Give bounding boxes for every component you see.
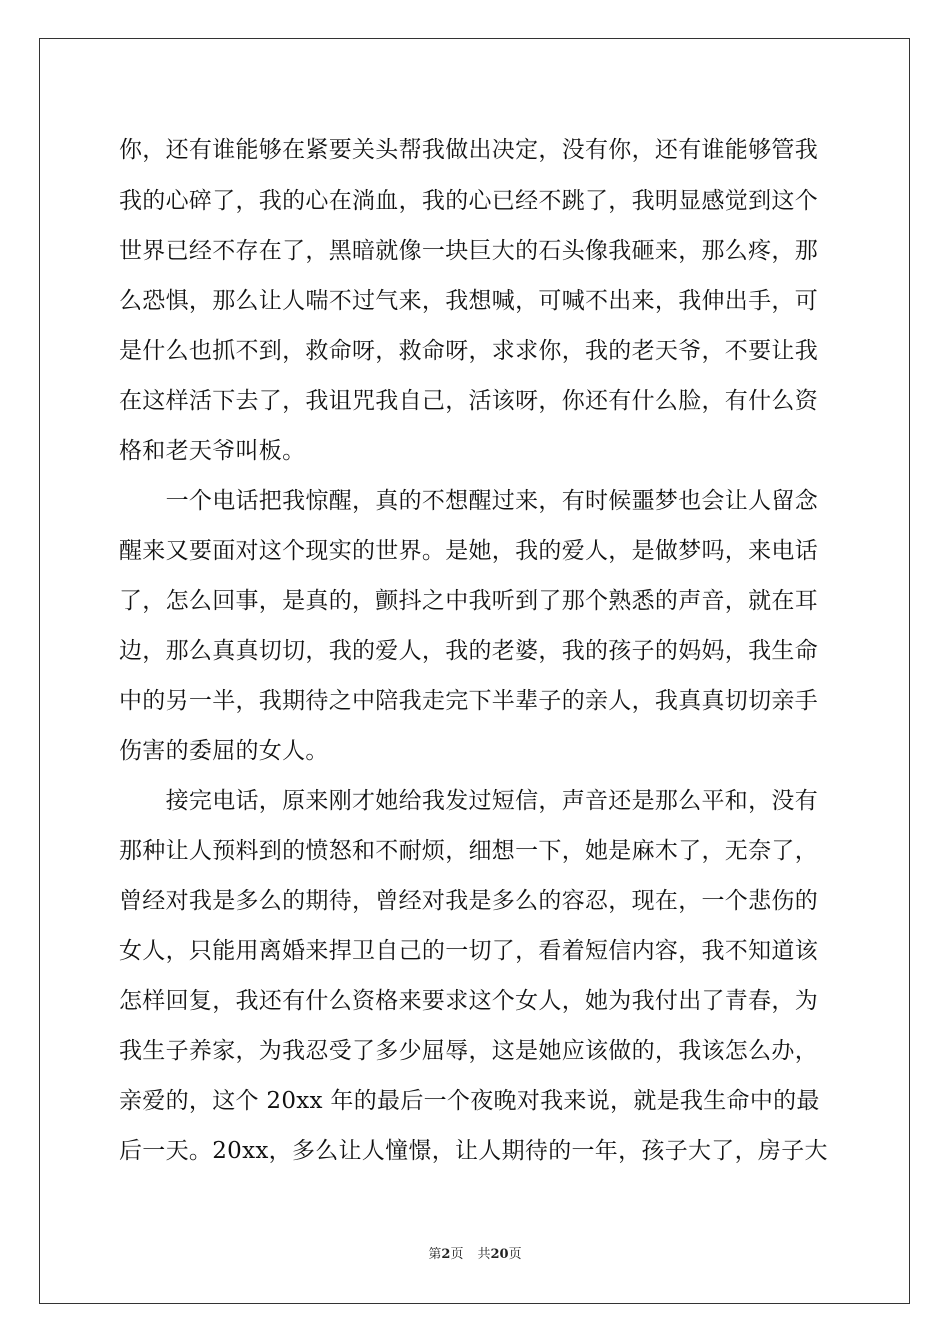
text-line: 醒来又要面对这个现实的世界。是她，我的爱人，是做梦吗，来电话 — [119, 538, 818, 564]
text-line: 世界已经不存在了，黑暗就像一块巨大的石头像我砸来，那么疼，那 — [119, 238, 818, 264]
text-line: 么恐惧，那么让人喘不过气来，我想喊，可喊不出来，我伸出手，可 — [119, 288, 818, 314]
text-line: 女人，只能用离婚来捍卫自己的一切了，看着短信内容，我不知道该 — [119, 938, 818, 964]
text-line: 曾经对我是多么的期待，曾经对我是多么的容忍，现在，一个悲伤的 — [119, 888, 818, 914]
text-line: 那种让人预料到的愤怒和不耐烦，细想一下，她是麻木了，无奈了， — [119, 838, 818, 864]
footer-total-prefix: 共 — [477, 1247, 491, 1262]
text-line: 伤害的委屈的女人。 — [119, 738, 329, 764]
text-line: 我的心碎了，我的心在淌血，我的心已经不跳了，我明显感觉到这个 — [119, 188, 818, 214]
footer-page-current: 2 — [441, 1247, 451, 1262]
text-line: 格和老天爷叫板。 — [119, 438, 306, 464]
text-line: 了，怎么回事，是真的，颤抖之中我听到了那个熟悉的声音，就在耳 — [119, 588, 818, 614]
footer-total-suffix: 页 — [508, 1247, 522, 1262]
footer-page-total: 20 — [490, 1247, 509, 1262]
text-line: 亲爱的，这个 20xx 年的最后一个夜晚对我来说，就是我生命中的最 — [119, 1088, 820, 1114]
text-line: 中的另一半，我期待之中陪我走完下半辈子的亲人，我真真切切亲手 — [119, 688, 818, 714]
page-footer — [0, 1247, 950, 1263]
text-line: 一个电话把我惊醒，真的不想醒过来，有时候噩梦也会让人留念 — [119, 488, 818, 514]
text-line: 边，那么真真切切，我的爱人，我的老婆，我的孩子的妈妈，我生命 — [119, 638, 818, 664]
text-line: 怎样回复，我还有什么资格来要求这个女人，她为我付出了青春，为 — [119, 988, 818, 1014]
text-line: 在这样活下去了，我诅咒我自己，活该呀，你还有什么脸，有什么资 — [119, 388, 818, 414]
text-line: 我生子养家，为我忍受了多少屈辱，这是她应该做的，我该怎么办， — [119, 1038, 818, 1064]
footer-page-prefix: 第 — [428, 1247, 442, 1262]
footer-page-suffix: 页 — [450, 1247, 464, 1262]
text-line: 是什么也抓不到，救命呀，救命呀，求求你，我的老天爷，不要让我 — [119, 338, 818, 364]
text-line: 你，还有谁能够在紧要关头帮我做出决定，没有你，还有谁能够管我 — [119, 137, 818, 163]
text-line: 后一天。20xx，多么让人憧憬，让人期待的一年，孩子大了，房子大 — [119, 1138, 828, 1164]
text-line: 接完电话，原来刚才她给我发过短信，声音还是那么平和，没有 — [119, 788, 818, 814]
